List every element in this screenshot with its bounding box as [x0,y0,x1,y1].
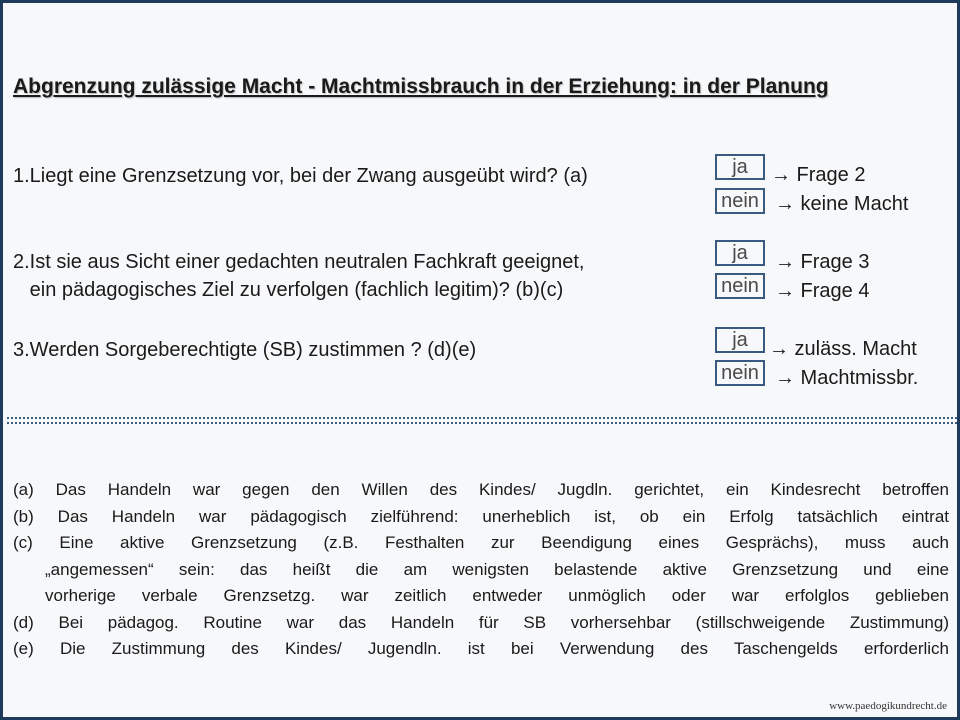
question-1-no-target: → keine Macht [775,193,909,215]
footnote-c-cont-1: „angemessen“ sein: das heißt die am wenigsten belastende aktive Grenzsetzung und eine [45,559,949,579]
separator-line-bottom [7,422,957,424]
footnote-c-cont-2: vorherige verbale Grenzsetzg. war zeitlich entweder unmöglich oder war erfolglos geblieben [45,586,949,605]
question-2-text-line-2: ein pädagogisches Ziel zu verfolgen (fachlich legitim)? (b)(c) [13,279,564,301]
question-3-yes-target: → zuläss. Macht [769,338,917,360]
footnote-b: (b) Das Handeln war pädagogisch zielführend: unerheblich ist, ob ein Erfolg tatsächlich eintrat [13,506,949,526]
footnote-c: (c) Eine aktive Grenzsetzung (z.B. Festhalten zur Beendigung eines Gesprächs), muss auch [13,533,949,552]
question-2-yes-box: ja [715,240,765,266]
separator-line-top [7,417,957,419]
question-1-yes-box: ja [715,154,765,180]
question-3-text: 3.Werden Sorgeberechtigte (SB) zustimmen ? (d)(e) [13,339,477,361]
question-1-no-box: nein [715,188,765,214]
page-title: Abgrenzung zulässige Macht - Machtmissbrauch in der Erziehung: in der Planung [13,75,829,98]
question-2-text-line-1: 2.Ist sie aus Sicht einer gedachten neutralen Fachkraft geeignet, [13,251,585,273]
question-2-no-target: → Frage 4 [775,280,870,302]
footnotes [13,477,949,663]
website-footer: www.paedogikundrecht.de [829,700,947,712]
footnote-a: (a) Das Handeln war gegen den Willen des Kindes/ Jugdln. gerichtet, ein Kindesrecht betroffen [13,480,949,499]
footnote-e: (e) Die Zustimmung des Kindes/ Jugendln. ist bei Verwendung des Taschengelds erforderlich [13,639,949,658]
question-2-yes-target: → Frage 3 [775,251,870,273]
footnote-d: (d) Bei pädagog. Routine war das Handeln für SB vorhersehbar (stillschweigende Zustimmung) [13,612,949,632]
question-1-yes-target: → Frage 2 [771,164,866,186]
question-3-no-box: nein [715,360,765,386]
question-3-no-target: → Machtmissbr. [775,367,919,389]
question-3-yes-box: ja [715,327,765,353]
question-2-no-box: nein [715,273,765,299]
question-1-text: 1.Liegt eine Grenzsetzung vor, bei der Zwang ausgeübt wird? (a) [13,165,588,187]
